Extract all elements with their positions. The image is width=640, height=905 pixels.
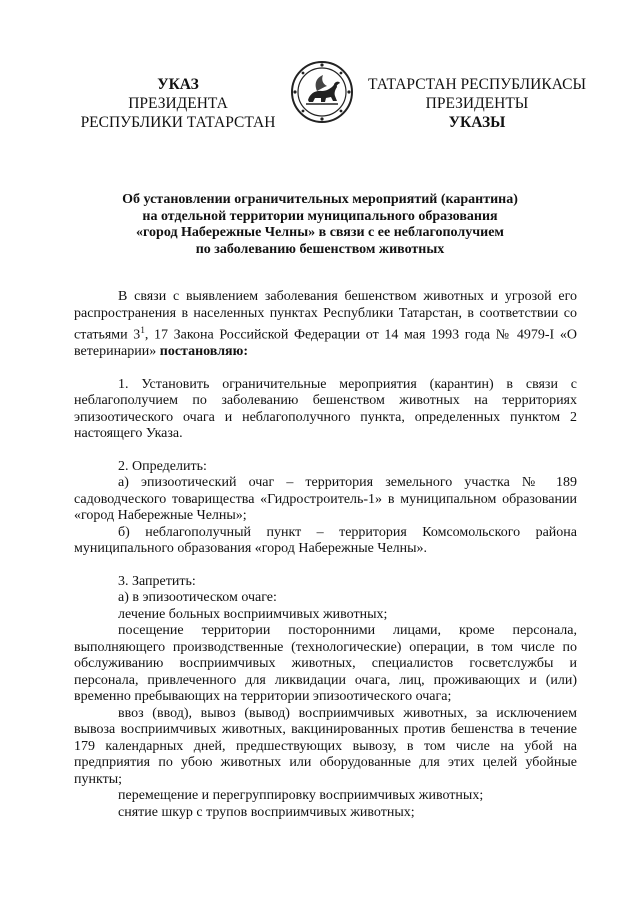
preamble-decree-word: постановляю: bbox=[159, 344, 248, 360]
title-line-4: по заболеванию бешенством животных bbox=[195, 241, 445, 257]
preamble-text-b: , 17 Закона Российской Федерации от 14 мая 1993 года № 4979-I «О ветеринарии» bbox=[74, 327, 577, 360]
header-left-line-2: ПРЕЗИДЕНТА bbox=[128, 95, 228, 112]
title-line-3: «город Набережные Челны» в связи с ее неблагополучием bbox=[136, 225, 504, 240]
item-3-heading: 3. Запретить: bbox=[118, 573, 196, 589]
item-2-heading: 2. Определить: bbox=[118, 458, 207, 474]
header-right-tatar bbox=[366, 75, 588, 132]
decree-title bbox=[90, 192, 550, 258]
header-right-line-1: ТАТАРСТАН РЕСПУБЛИКАСЫ bbox=[368, 76, 586, 93]
item-3-line-5: снятие шкур с трупов восприимчивых животных; bbox=[118, 804, 415, 820]
item-2-b: б) неблагополучный пункт – территория Комсомольского района муниципального образования «город Набережные Челны». bbox=[74, 524, 577, 557]
header-left-line-3: РЕСПУБЛИКИ ТАТАРСТАН bbox=[80, 114, 276, 131]
item-3-a: а) в эпизоотическом очаге: bbox=[118, 590, 277, 606]
preamble-superscript: 1 bbox=[140, 325, 145, 335]
header-right-line-3: УКАЗЫ bbox=[448, 114, 506, 131]
item-3-line-1: лечение больных восприимчивых животных; bbox=[118, 606, 388, 622]
item-1-paragraph: 1. Установить ограничительные мероприятия (карантин) в связи с неблагополучием по заболеванию бешенством животных на территориях эпизоотического очага и неблагополучного пункта, определенных пунктом 2 настоящего Указа. bbox=[74, 376, 577, 442]
header-left-line-1: УКАЗ bbox=[157, 76, 199, 93]
decree-body bbox=[74, 289, 577, 821]
item-2-a: а) эпизоотический очаг – территория земельного участка № 189 садоводческого товарищества «Гидростроитель-1» в муниципальном образовании «город Набережные Челны»; bbox=[74, 475, 577, 524]
item-3-line-3: ввоз (ввод), вывоз (вывод) восприимчивых животных, за исключением вывоза восприимчивых животных, вакцинированных против бешенства в течение 179 календарных дней, предшествующих вывозу, в том числе на убой на предприятия по убою животных или оборудованные для этих целей убойные пункты; bbox=[74, 705, 577, 787]
item-3-line-4: перемещение и перегруппировку восприимчивых животных; bbox=[118, 788, 484, 804]
item-3-line-2: посещение территории посторонними лицами, кроме персонала, выполняющего производственные (технологические) операции, в том числе по обслуживанию восприимчивых животных, специалистов госветслужбы и персонала, привлеченного для ликвидации очага, лиц, проживающих и (или) временно пребывающих на территории эпизоотического очага; bbox=[74, 623, 577, 705]
preamble-text-a: В связи с выявлением заболевания бешенством животных и угрозой его распространения в населенных пунктах Республики Татарстан, в соответствии со статьями 3 bbox=[74, 289, 577, 343]
title-line-1: Об установлении ограничительных мероприятий (карантина) bbox=[122, 192, 518, 207]
title-line-2: на отдельной территории муниципального образования bbox=[142, 208, 498, 224]
header-right-line-2: ПРЕЗИДЕНТЫ bbox=[425, 95, 529, 112]
header-left-russian bbox=[78, 75, 278, 132]
preamble-paragraph bbox=[74, 289, 577, 361]
tatarstan-coat-of-arms-icon bbox=[290, 60, 354, 124]
